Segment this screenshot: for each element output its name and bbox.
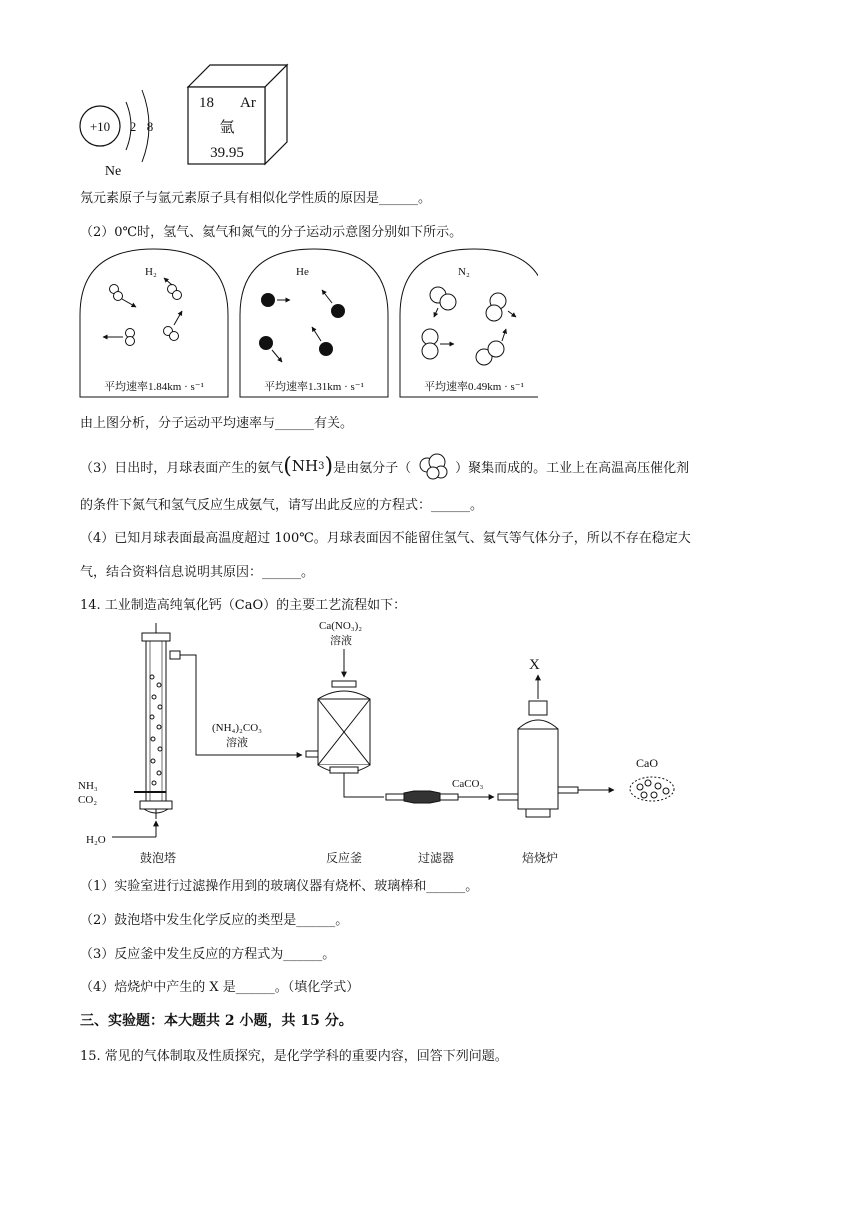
- question-15: 15. 常见的气体制取及性质探究，是化学学科的重要内容，回答下列问题。: [80, 1049, 508, 1064]
- cao-particles-icon: [630, 777, 674, 801]
- q3-text-b: 是由氨分子（: [333, 460, 412, 476]
- ne-nucleus: +10: [89, 119, 111, 134]
- gas-panel-h2: [80, 249, 228, 397]
- question-14-3: （3）反应釜中发生反应的方程式为______。: [80, 947, 336, 962]
- gas-panel-speed: 平均速率0.49km · s⁻¹: [424, 381, 524, 393]
- question-4-line-1: （4）已知月球表面最高温度超过 100℃。月球表面因不能留住氢气、氦气等气体分子，所以不存在稳定大: [80, 531, 691, 546]
- gas-panel-label: N₂: [458, 266, 470, 278]
- filter-unit: [386, 791, 494, 803]
- question-14-2: （2）鼓泡塔中发生化学反应的类型是______。: [80, 913, 349, 928]
- ammonia-molecule-icon: [413, 451, 453, 481]
- question-4-line-2: 气，结合资料信息说明其原因：______。: [80, 565, 315, 580]
- question-14-1: （1）实验室进行过滤操作用到的玻璃仪器有烧杯、玻璃棒和______。: [80, 879, 479, 894]
- flow-ca-no3-solution: 溶液: [330, 635, 352, 647]
- question-3: [80, 451, 689, 481]
- ar-symbol: Ar: [240, 95, 256, 111]
- ar-name: 氩: [219, 120, 235, 136]
- gas-panel-he: [240, 249, 388, 397]
- flow-nh4-co3-solution: 溶液: [226, 737, 248, 749]
- gas-panel-label: H₂: [145, 266, 157, 278]
- question-3-line-2: 的条件下氮气和氢气反应生成氨气，请写出此反应的方程式：______。: [80, 498, 484, 513]
- flow-nh4-co3: (NH₄)₂CO₃: [212, 722, 262, 734]
- question-similar-property: 氖元素原子与氩元素原子具有相似化学性质的原因是______。: [80, 191, 432, 206]
- label-furnace: 焙烧炉: [521, 851, 559, 865]
- section-3-heading: 三、实验题：本大题共 2 小题，共 15 分。: [80, 1013, 353, 1029]
- ar-mass: 39.95: [210, 145, 244, 161]
- label-reactor: 反应釜: [325, 851, 363, 865]
- q3-formula: ( NH 3 ): [283, 453, 334, 479]
- ne-shell-2: 8: [146, 119, 154, 134]
- q3-text-c: ）聚集而成的。工业上在高温高压催化剂: [455, 460, 690, 476]
- flow-ca-no3: Ca(NO₃)₂: [319, 620, 363, 632]
- flow-caco3: CaCO₃: [452, 778, 484, 790]
- roasting-furnace: [498, 657, 614, 817]
- gas-motion-diagram: [78, 245, 538, 400]
- ar-element-card: [185, 62, 295, 170]
- feed-nh3: NH₃: [78, 780, 98, 792]
- gas-panel-speed: 平均速率1.31km · s⁻¹: [264, 381, 364, 393]
- bubbling-tower: [134, 623, 184, 837]
- gas-panel-label: He: [296, 266, 309, 278]
- ne-shell-1: 2: [129, 119, 137, 134]
- gas-panel-n2: [400, 249, 538, 397]
- q3-text-a: （3）日出时，月球表面产生的氨气: [80, 460, 284, 476]
- label-tower: 鼓泡塔: [139, 851, 177, 865]
- product-cao: CaO: [636, 756, 658, 770]
- ar-number: 18: [199, 95, 214, 111]
- feed-co2: CO₂: [78, 794, 98, 806]
- flow-x: X: [529, 657, 540, 673]
- question-2: （2）0℃时，氢气、氦气和氮气的分子运动示意图分别如下所示。: [80, 225, 463, 240]
- feed-h2o: H₂O: [86, 834, 106, 846]
- question-2-after: 由上图分析，分子运动平均速率与______有关。: [80, 416, 354, 431]
- ne-symbol: Ne: [104, 164, 122, 179]
- question-14: 14. 工业制造高纯氧化钙（CaO）的主要工艺流程如下：: [80, 598, 407, 613]
- reactor-vessel: [306, 620, 384, 797]
- question-14-4: （4）焙烧炉中产生的 X 是______。（填化学式）: [80, 980, 360, 995]
- label-filter: 过滤器: [417, 851, 455, 865]
- process-flow-diagram: [74, 615, 714, 870]
- gas-panel-speed: 平均速率1.84km · s⁻¹: [104, 381, 204, 393]
- ne-atom-diagram: [70, 80, 180, 180]
